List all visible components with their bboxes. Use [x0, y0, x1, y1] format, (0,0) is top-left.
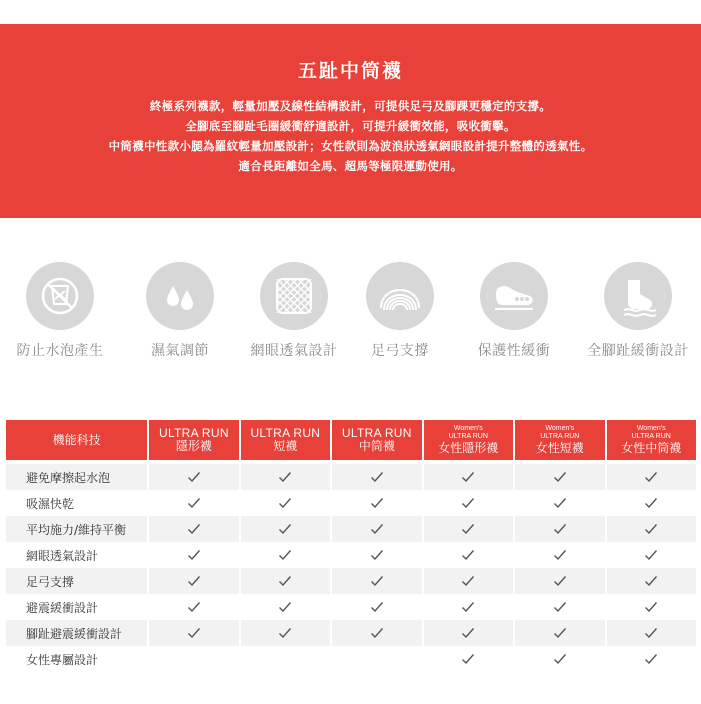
banner-line: 中筒襪中性款小腿為羅紋輕量加壓設計；女性款則為波浪狀透氣網眼設計提升整體的透氣性。: [108, 139, 593, 153]
row-label: 腳趾避震緩衝設計: [6, 620, 147, 646]
row-cell: [149, 490, 238, 516]
checkmark-icon: [370, 627, 384, 639]
row-cell: [607, 568, 696, 594]
row-label: 女性專屬設計: [6, 646, 147, 672]
checkmark-icon: [461, 575, 475, 587]
table-row: [6, 516, 696, 542]
column-model: ULTRA RUN: [250, 426, 321, 440]
checkmark-icon: [278, 497, 292, 509]
checkmark-icon: [187, 497, 201, 509]
checkmark-icon: [461, 627, 475, 639]
feature-mesh: [234, 262, 354, 360]
checkmark-icon: [553, 601, 567, 613]
column-type: 女性短襪: [535, 440, 584, 455]
row-cell: [241, 542, 330, 568]
row-cell: [424, 620, 513, 646]
column-type: 隱形襪: [175, 439, 212, 453]
row-cell: [241, 594, 330, 620]
row-cell: [149, 542, 238, 568]
checkmark-icon: [187, 575, 201, 587]
checkmark-icon: [187, 601, 201, 613]
column-header-ultra-run-invisible: [149, 420, 238, 460]
checkmark-icon: [553, 575, 567, 587]
feature-label: 足弓支撐: [371, 343, 429, 359]
feature-toe-cushion: [578, 262, 698, 360]
row-cell: [149, 646, 238, 672]
feature-label: 全腳趾緩衝設計: [587, 343, 689, 359]
checkmark-icon: [644, 601, 658, 613]
row-label: 平均施力/維持平衡: [6, 516, 147, 542]
row-cell: [332, 464, 421, 490]
sock-icon: [614, 272, 662, 320]
row-label: 網眼透氣設計: [6, 542, 147, 568]
checkmark-icon: [461, 497, 475, 509]
row-cell: [424, 490, 513, 516]
checkmark-icon: [278, 601, 292, 613]
row-cell: [332, 620, 421, 646]
arch-support-icon: [376, 272, 424, 320]
row-cell: [424, 464, 513, 490]
feature-cushion: [454, 262, 574, 360]
row-cell: [424, 568, 513, 594]
row-cell: [332, 646, 421, 672]
row-cell: [515, 646, 604, 672]
row-cell: [607, 516, 696, 542]
checkmark-icon: [370, 471, 384, 483]
checkmark-icon: [553, 549, 567, 561]
checkmark-icon: [461, 471, 475, 483]
column-gender: Women's: [453, 424, 483, 432]
row-cell: [515, 464, 604, 490]
row-cell: [332, 594, 421, 620]
table-row: [6, 464, 696, 490]
column-header-womens-crew: [607, 420, 696, 460]
no-blister-icon: [36, 272, 84, 320]
row-cell: [332, 568, 421, 594]
row-cell: [515, 490, 604, 516]
hero-banner: [0, 24, 701, 218]
checkmark-icon: [370, 575, 384, 587]
row-cell: [424, 542, 513, 568]
column-header-ultra-run-short: [241, 420, 330, 460]
mesh-icon: [270, 272, 318, 320]
row-cell: [607, 594, 696, 620]
feature-moisture: [120, 262, 240, 360]
row-cell: [515, 542, 604, 568]
row-cell: [515, 620, 604, 646]
row-cell: [332, 542, 421, 568]
checkmark-icon: [553, 523, 567, 535]
row-label: 吸濕快乾: [6, 490, 147, 516]
checkmark-icon: [553, 627, 567, 639]
table-row: [6, 490, 696, 516]
checkmark-icon: [644, 471, 658, 483]
column-model: ULTRA RUN: [341, 426, 412, 440]
row-cell: [515, 568, 604, 594]
column-header-womens-short: [515, 420, 604, 460]
checkmark-icon: [278, 549, 292, 561]
row-cell: [149, 516, 238, 542]
checkmark-icon: [187, 549, 201, 561]
checkmark-icon: [644, 627, 658, 639]
row-label: 足弓支撐: [6, 568, 147, 594]
row-cell: [241, 620, 330, 646]
checkmark-icon: [461, 601, 475, 613]
feature-arch-support: [340, 262, 460, 360]
row-cell: [607, 464, 696, 490]
checkmark-icon: [553, 653, 567, 665]
row-cell: [241, 490, 330, 516]
column-type: 中筒襪: [358, 439, 395, 453]
row-cell: [241, 464, 330, 490]
checkmark-icon: [553, 497, 567, 509]
column-model: ULTRA RUN: [631, 432, 671, 440]
column-type: 女性中筒襪: [621, 440, 682, 455]
checkmark-icon: [278, 627, 292, 639]
column-header-ultra-run-crew: [332, 420, 421, 460]
feature-label: 濕氣調節: [151, 343, 209, 359]
header-label: 機能科技: [6, 420, 147, 460]
checkmark-icon: [370, 497, 384, 509]
water-drops-icon: [156, 272, 204, 320]
comparison-table: [6, 420, 696, 672]
checkmark-icon: [644, 653, 658, 665]
row-cell: [607, 490, 696, 516]
row-cell: [149, 568, 238, 594]
row-cell: [424, 516, 513, 542]
column-type: 女性隱形襪: [438, 440, 499, 455]
table-row: [6, 646, 696, 672]
table-row: [6, 594, 696, 620]
checkmark-icon: [278, 575, 292, 587]
feature-no-blister: [0, 262, 120, 360]
row-cell: [515, 594, 604, 620]
banner-description: [0, 96, 701, 176]
row-cell: [332, 516, 421, 542]
column-model: ULTRA RUN: [448, 432, 488, 440]
column-header-womens-invisible: [424, 420, 513, 460]
feature-icons-row: [0, 262, 701, 372]
feature-label: 防止水泡產生: [16, 343, 104, 359]
checkmark-icon: [461, 653, 475, 665]
column-model: ULTRA RUN: [540, 432, 580, 440]
row-cell: [241, 516, 330, 542]
row-cell: [424, 594, 513, 620]
table-header: [6, 420, 696, 460]
table-body: [6, 464, 696, 672]
row-cell: [149, 594, 238, 620]
checkmark-icon: [644, 575, 658, 587]
foot-cushion-icon: [490, 272, 538, 320]
row-label: 避免摩擦起水泡: [6, 464, 147, 490]
checkmark-icon: [644, 549, 658, 561]
feature-label: 網眼透氣設計: [250, 343, 338, 359]
row-cell: [241, 646, 330, 672]
row-cell: [607, 542, 696, 568]
row-label: 避震緩衝設計: [6, 594, 147, 620]
checkmark-icon: [370, 523, 384, 535]
banner-line: 終極系列襪款，輕量加壓及線性結構設計，可提供足弓及腳踝更穩定的支撐。: [149, 99, 552, 113]
checkmark-icon: [187, 627, 201, 639]
checkmark-icon: [278, 523, 292, 535]
checkmark-icon: [553, 471, 567, 483]
row-cell: [424, 646, 513, 672]
row-cell: [515, 516, 604, 542]
table-row: [6, 568, 696, 594]
checkmark-icon: [644, 497, 658, 509]
column-gender: Women's: [545, 424, 575, 432]
checkmark-icon: [370, 549, 384, 561]
row-cell: [607, 646, 696, 672]
checkmark-icon: [278, 471, 292, 483]
row-cell: [332, 490, 421, 516]
banner-title: 五趾中筒襪: [297, 60, 403, 82]
checkmark-icon: [644, 523, 658, 535]
column-type: 短襪: [273, 439, 298, 453]
row-cell: [149, 464, 238, 490]
checkmark-icon: [187, 471, 201, 483]
row-cell: [241, 568, 330, 594]
row-cell: [149, 620, 238, 646]
column-gender: Women's: [636, 424, 666, 432]
banner-line: 適合長距離如全馬、超馬等極限運動使用。: [238, 159, 463, 173]
column-model: ULTRA RUN: [158, 426, 229, 440]
table-row: [6, 542, 696, 568]
row-cell: [607, 620, 696, 646]
banner-line: 全腳底至腳趾毛圈緩衝舒適設計，可提升緩衝效能，吸收衝擊。: [185, 119, 516, 133]
checkmark-icon: [187, 523, 201, 535]
checkmark-icon: [461, 549, 475, 561]
feature-label: 保護性緩衝: [477, 343, 551, 359]
checkmark-icon: [370, 601, 384, 613]
checkmark-icon: [461, 523, 475, 535]
table-row: [6, 620, 696, 646]
